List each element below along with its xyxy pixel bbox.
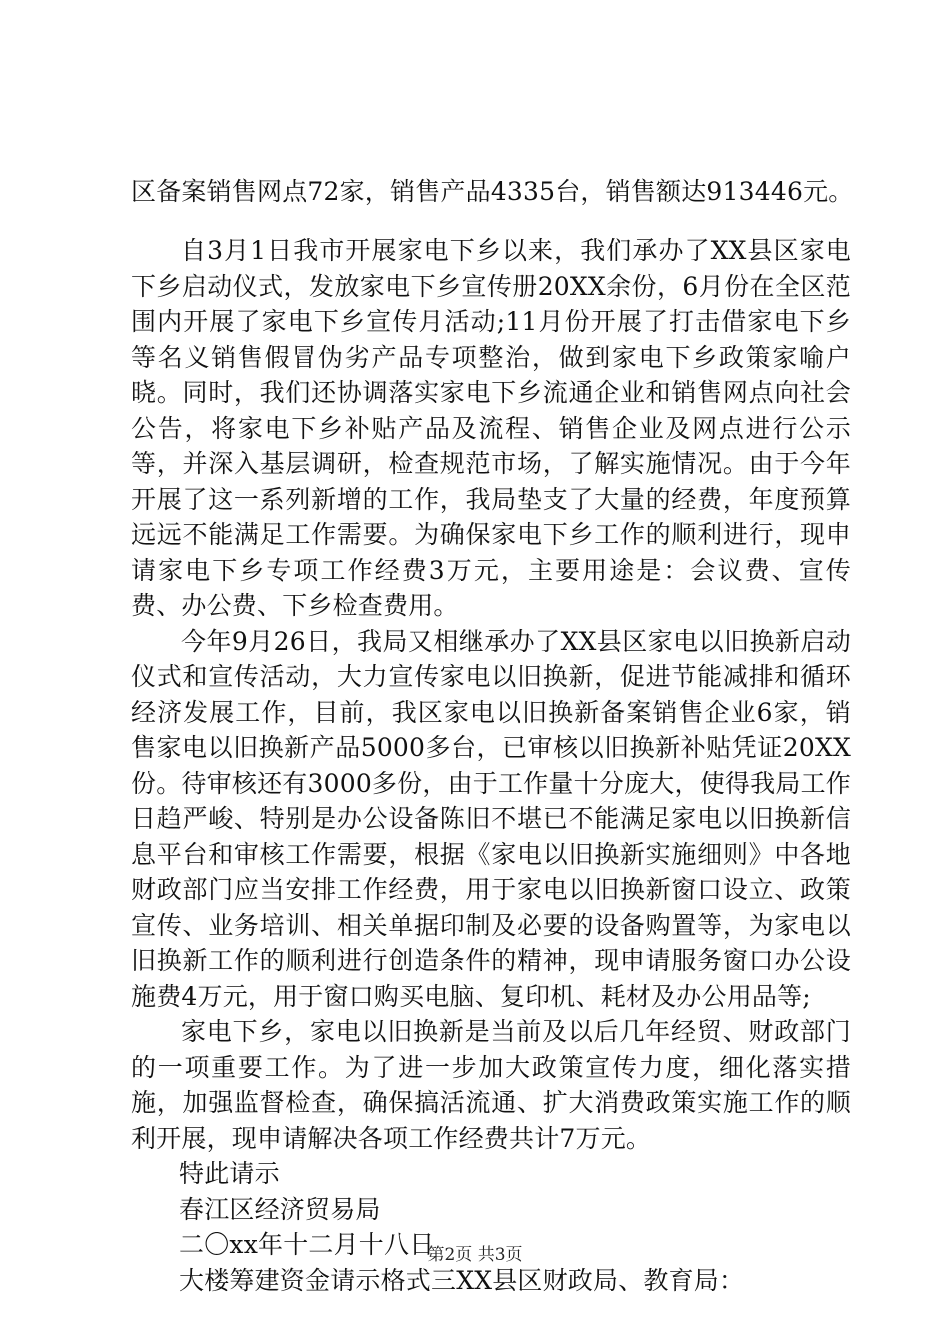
- document-body: [131, 233, 851, 1298]
- next-section-heading: 大楼筹建资金请示格式三XX县区财政局、教育局：: [179, 1265, 745, 1295]
- closing-request-line: 特此请示: [179, 1159, 280, 1188]
- closing-date: 二〇xx年十二月十八日: [179, 1230, 435, 1259]
- paragraph-home-appliances-to-countryside: 自3月1日我市开展家电下乡以来，我们承办了XX县区家电下乡启动仪式，发放家电下乡宣传册20XX余份，6月份在全区范围内开展了家电下乡宣传月活动;11月份开展了打击借家电下乡等名义销售假冒伪劣产品专项整治，做到家电下乡政策家喻户晓。同时，我们还协调落实家电下乡流通企业和销售网点向社会公告，将家电下乡补贴产品及流程、销售企业及网点进行公示等，并深入基层调研，检查规范市场，了解实施情况。由于今年开展了这一系列新增的工作，我局垫支了大量的经费，年度预算远远不能满足工作需要。为确保家电下乡工作的顺利进行，现申请家电下乡专项工作经费3万元，主要用途是：会议费、宣传费、办公费、下乡检查费用。: [131, 236, 851, 620]
- continued-line: 区备案销售网点72家，销售产品4335台，销售额达913446元。: [131, 177, 854, 206]
- paragraph-trade-in-program: 今年9月26日，我局又相继承办了XX县区家电以旧换新启动仪式和宣传活动，大力宣传家电以旧换新，促进节能减排和循环经济发展工作，目前，我区家电以旧换新备案销售企业6家，销售家电以旧换新产品5000多台，已审核以旧换新补贴凭证20XX份。待审核还有3000多份，由于工作量十分庞大，使得我局工作日趋严峻、特别是办公设备陈旧不堪已不能满足家电以旧换新信息平台和审核工作需要，根据《家电以旧换新实施细则》中各地财政部门应当安排工作经费，用于家电以旧换新窗口设立、政策宣传、业务培训、相关单据印制及必要的设备购置等，为家电以旧换新工作的顺利进行创造条件的精神，现申请服务窗口办公设施费4万元，用于窗口购买电脑、复印机、耗材及办公用品等;: [131, 626, 851, 1011]
- page-number-footer: 第2页 共3页: [427, 1245, 523, 1265]
- closing-issuer: 春江区经济贸易局: [179, 1194, 381, 1224]
- paragraph-funding-request-summary: 家电下乡，家电以旧换新是当前及以后几年经贸、财政部门的一项重要工作。为了进一步加大政策宣传力度，细化落实措施，加强监督检查，确保搞活流通、扩大消费政策实施工作的顺利开展，现申请解决各项工作经费共计7万元。: [131, 1017, 851, 1153]
